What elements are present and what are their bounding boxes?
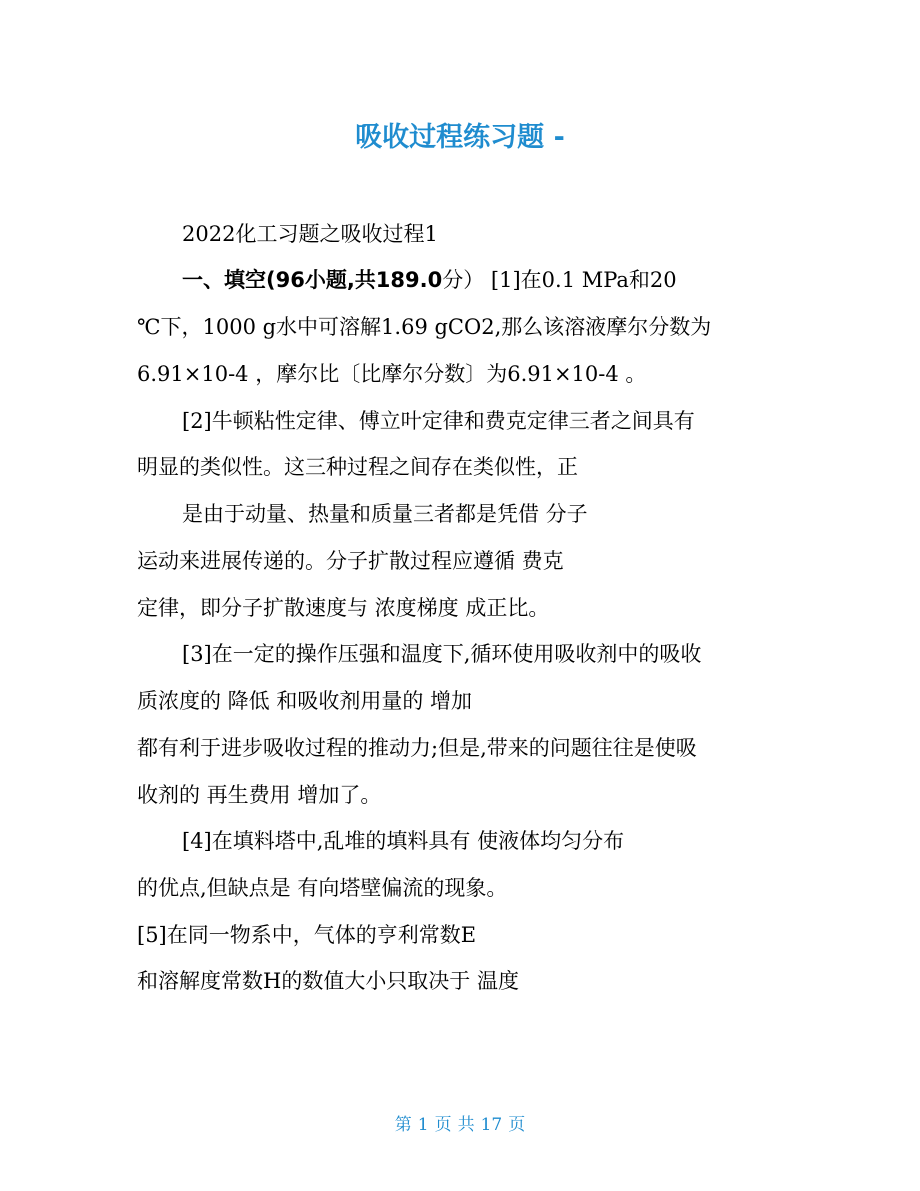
text-line: 的优点,但缺点是 有向塔壁偏流的现象。: [137, 876, 508, 900]
text-line: 6.91×10-4 ，摩尔比〔比摩尔分数〕为6.91×10-4 。: [137, 362, 647, 386]
text-line: [182, 265, 677, 295]
text-line: 是由于动量、热量和质量三者都是凭借 分子: [182, 502, 588, 526]
page-footer: [0, 1113, 920, 1137]
text-line: [3]在一定的操作压强和温度下,循环使用吸收剂中的吸收: [182, 642, 702, 666]
text-line: 和溶解度常数H的数值大小只取决于 温度: [137, 969, 519, 993]
total-pages: 17: [480, 1115, 503, 1135]
text-line: 定律，即分子扩散速度与 浓度梯度 成正比。: [137, 596, 550, 620]
page-title: 吸收过程练习题 -: [355, 122, 565, 153]
section-heading: 一、填空(96小题,共189.0: [182, 268, 443, 292]
text-line: 运动来进展传递的。分子扩散过程应遵循 费克: [137, 549, 564, 573]
text-line: ℃下，1000 g水中可溶解1.69 gCO2,那么该溶液摩尔分数为: [137, 315, 712, 339]
text-line: [2]牛顿粘性定律、傅立叶定律和费克定律三者之间具有: [182, 409, 695, 433]
footer-word: 第: [394, 1115, 412, 1135]
text-line: 质浓度的 降低 和吸收剂用量的 增加: [137, 689, 473, 713]
text-line: [5]在同一物系中，气体的亨利常数E: [137, 923, 477, 947]
footer-word: 页: [434, 1115, 452, 1135]
footer-word: 共: [457, 1115, 475, 1135]
subtitle-line: 2022化工习题之吸收过程1: [182, 222, 438, 246]
text-line: 收剂的 再生费用 增加了。: [137, 783, 382, 807]
text-line: 明显的类似性。这三种过程之间存在类似性，正: [137, 455, 578, 479]
text-line: [4]在填料塔中,乱堆的填料具有 使液体均匀分布: [182, 829, 625, 853]
text-line: 都有利于进步吸收过程的推动力;但是,带来的问题往往是使吸: [137, 736, 697, 760]
page-number: 1: [417, 1115, 429, 1135]
text-run: 分） [1]在0.1 MPa和20: [442, 268, 677, 292]
footer-word: 页: [508, 1115, 526, 1135]
